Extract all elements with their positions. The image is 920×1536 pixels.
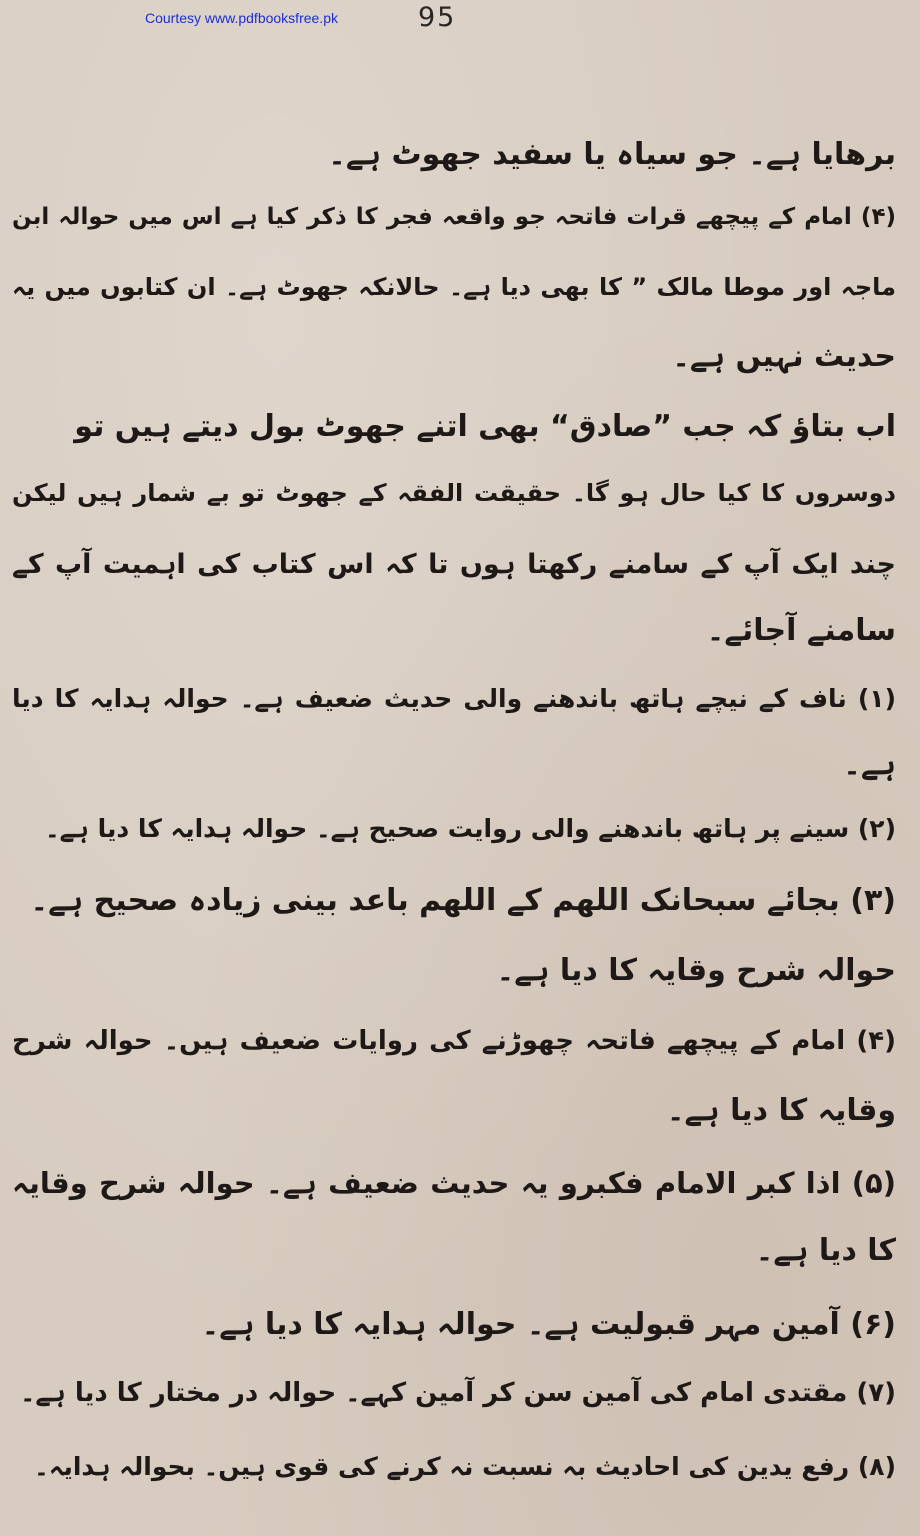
text-line-7: چند ایک آپ کے سامنے رکھتا ہوں تا کہ اس کتاب کی اہمیت آپ کے [12,549,896,580]
list-item-2: (۲) سینے پر ہاتھ باندھنے والی روایت صحیح ہے۔ حوالہ ہدایہ کا دیا ہے۔ [44,814,896,843]
text-line-2: (۴) امام کے پیچھے قرات فاتحہ جو واقعہ فجر کا ذکر کیا ہے اس میں حوالہ ابن [12,204,896,230]
courtesy-watermark: Courtesy www.pdfbooksfree.pk [145,10,338,26]
text-line-3: ماجہ اور موطا مالک ” کا بھی دیا ہے۔ حالانکہ جھوٹ ہے۔ ان کتابوں میں یہ [12,273,896,301]
page-number: 95 [418,2,457,33]
text-line-6: دوسروں کا کیا حال ہو گا۔ حقیقت الفقہ کے جھوٹ تو بے شمار ہیں لیکن [12,479,896,507]
list-item-6: (۶) آمین مہر قبولیت ہے۔ حوالہ ہدایہ کا دیا ہے۔ [201,1307,896,1342]
list-item-7: (۷) مقتدی امام کی آمین سن کر آمین کہے۔ حوالہ در مختار کا دیا ہے۔ [20,1378,896,1408]
list-item-8: (۸) رفع یدین کی احادیث بہ نسبت نہ کرنے کی قوی ہیں۔ بحوالہ ہدایہ۔ [34,1452,896,1481]
list-item-4-line-1: (۴) امام کے پیچھے فاتحہ چھوڑنے کی روایات ضعیف ہیں۔ حوالہ شرح [12,1026,896,1056]
text-line-8: سامنے آجائے۔ [706,613,896,648]
list-item-5-line-1: (۵) اذا کبر الامام فکبرو یہ حدیث ضعیف ہے۔ حوالہ شرح وقایہ [12,1166,896,1200]
list-item-3-line-1: (۳) بجائے سبحانک اللھم کے اللھم باعد بینی زیادہ صحیح ہے۔ [30,883,896,918]
list-item-3-line-2: حوالہ شرح وقایہ کا دیا ہے۔ [496,953,896,988]
text-line-4: حدیث نہیں ہے۔ [672,339,896,374]
list-item-5-line-2: کا دیا ہے۔ [755,1233,896,1268]
list-item-4-line-2: وقایہ کا دیا ہے۔ [666,1093,896,1128]
bleed-through-shadow [520,92,880,132]
list-item-1-line-1: (۱) ناف کے نیچے ہاتھ باندھنے والی حدیث ضعیف ہے۔ حوالہ ہدایہ کا دیا [12,684,896,713]
text-line-1: برھایا ہے۔ جو سیاہ یا سفید جھوٹ ہے۔ [328,137,896,172]
list-item-1-line-2: ہے۔ [843,747,896,782]
text-line-5: اب بتاؤ کہ جب ”صادق“ بھی اتنے جھوٹ بول دیتے ہیں تو [74,409,896,444]
